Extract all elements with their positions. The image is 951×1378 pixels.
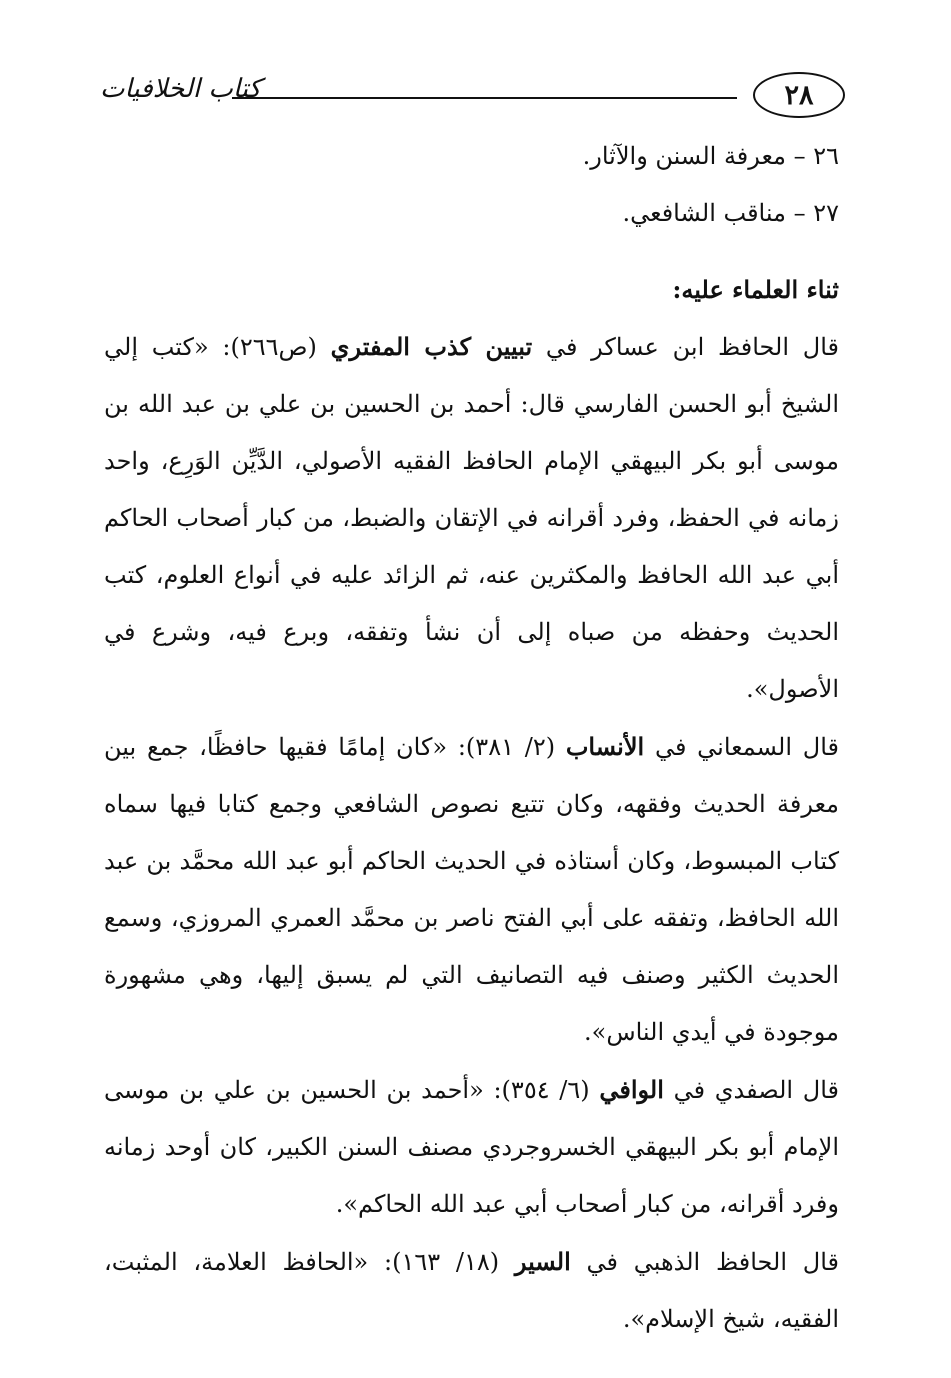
paragraph-quote: (٢/ ٣٨١): «كان إمامًا فقيها حافظًا، جمع بين معرفة الحديث وفقهه، وكان تتبع نصوص الشافعي وجمع كتابا فيها سماه كتاب المبسوط، وكان أستاذه في الحديث الحاكم أبو عبد الله محمَّد بن عبد الله الحافظ، وتفقه على أبي الفتح ناصر بن محمَّد العمري المروزي، وسمع الحديث الكثير وصنف فيه التصانيف التي لم يسبق إليها، وهي مشهورة موجودة في أيدي الناس». — [104, 733, 839, 1046]
running-title: كتاب الخلافيات — [100, 74, 262, 104]
paragraph-quote: (ص٢٦٦): «كتب إلي الشيخ أبو الحسن الفارسي قال: أحمد بن الحسين بن علي بن عبد الله بن موسى أبو بكر البيهقي الإمام الحافظ الفقيه الأصولي، الدَّيِّن الوَرِع، واحد زمانه في الحفظ، وفرد أقرانه في الإتقان والضبط، من كبار أصحاب الحاكم أبي عبد الله الحافظ والمكثرين عنه، ثم الزائد عليه في أنواع العلوم، كتب الحديث وحفظه من صباه إلى أن نشأ وتفقه، وبرع فيه، وشرع في الأصول». — [104, 333, 839, 703]
paragraph-lead: قال الحافظ الذهبي في — [570, 1248, 839, 1276]
page-header — [100, 68, 845, 128]
paragraph-lead: قال الصفدي في — [663, 1076, 840, 1104]
paragraph-dhahabi — [104, 1233, 839, 1348]
source-title: الأنساب — [565, 732, 645, 761]
section-heading: ثناء العلماء عليه: — [672, 275, 839, 304]
source-title: السير — [514, 1247, 571, 1276]
page-body — [104, 128, 839, 1348]
paragraph-samani — [104, 718, 839, 1061]
paragraph-quote: (١٨/ ١٦٣): «الحافظ العلامة، المثبت، الفقيه، شيخ الإسلام». — [104, 1248, 839, 1333]
source-title: تبيين كذب المفتري — [330, 332, 533, 361]
list-item: ٢٦ – معرفة السنن والآثار. — [582, 142, 839, 170]
paragraph-ibn-asakir — [104, 318, 839, 718]
paragraph-quote: (٦/ ٣٥٤): «أحمد بن الحسين بن علي بن موسى الإمام أبو بكر البيهقي الخسروجردي مصنف السنن الكبير، كان أوحد زمانه وفرد أقرانه، من كبار أصحاب أبي عبد الله الحاكم». — [104, 1076, 839, 1218]
paragraph-lead: قال الحافظ ابن عساكر في — [532, 333, 839, 361]
source-title: الوافي — [599, 1075, 664, 1104]
page-number: ٢٨ — [784, 79, 814, 111]
list-item: ٢٧ – مناقب الشافعي. — [622, 199, 839, 227]
paragraph-lead: قال السمعاني في — [644, 733, 839, 761]
page-number-badge — [753, 72, 845, 118]
paragraph-safadi — [104, 1061, 839, 1233]
header-rule — [232, 97, 737, 99]
